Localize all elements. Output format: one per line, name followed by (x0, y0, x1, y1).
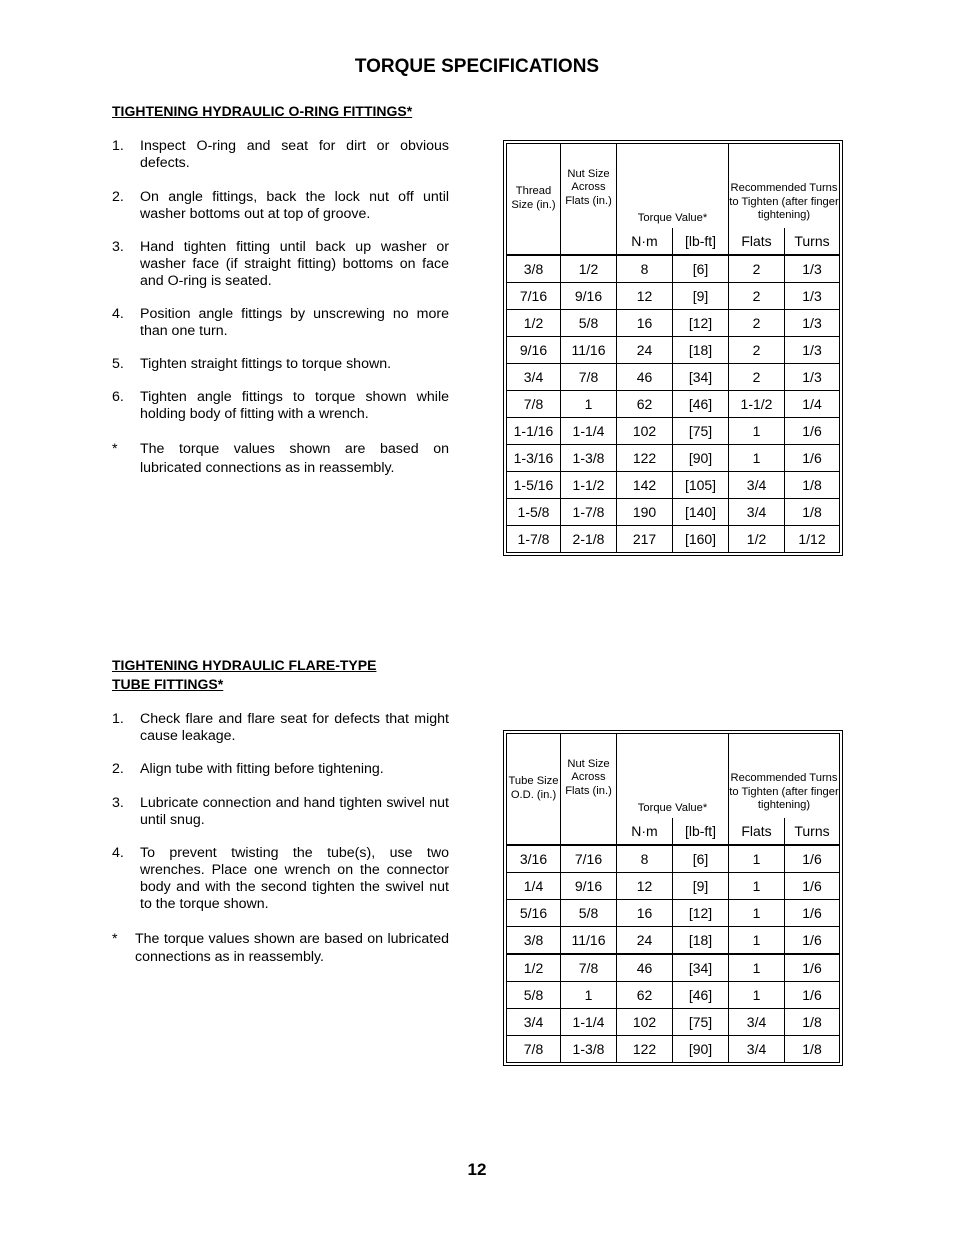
oring-step (112, 239, 449, 290)
table-row (507, 255, 840, 283)
cell: 190 (617, 498, 673, 525)
cell: [18] (673, 926, 729, 954)
cell: 102 (617, 417, 673, 444)
flare-note (112, 930, 449, 966)
sub-header-lbft: [lb-ft] (673, 228, 729, 255)
cell: [6] (673, 255, 729, 283)
step-text: On angle fittings, back the lock nut off until washer bottoms out at top of groove. (140, 189, 449, 222)
cell: 1/3 (785, 336, 840, 363)
cell: 8 (617, 845, 673, 873)
cell: [75] (673, 1008, 729, 1035)
cell: [140] (673, 498, 729, 525)
cell: 3/8 (507, 255, 561, 283)
cell: [12] (673, 309, 729, 336)
cell: 1/6 (785, 981, 840, 1008)
cell: 16 (617, 899, 673, 926)
cell: 1/6 (785, 899, 840, 926)
cell: 1/12 (785, 525, 840, 552)
step-text: Check flare and flare seat for defects that might cause leakage. (140, 711, 449, 744)
table-row (507, 390, 840, 417)
cell: [75] (673, 417, 729, 444)
cell: 2 (729, 336, 785, 363)
cell: [9] (673, 872, 729, 899)
sub-header-turns: Turns (785, 818, 840, 845)
oring-step (112, 306, 449, 340)
step-text: Inspect O-ring and seat for dirt or obvious defects. (140, 138, 449, 171)
cell: 1 (729, 872, 785, 899)
cell: [9] (673, 282, 729, 309)
cell: [34] (673, 363, 729, 390)
cell: 1-1/2 (729, 390, 785, 417)
cell: 1 (729, 899, 785, 926)
oring-step (112, 138, 449, 172)
cell: [90] (673, 1035, 729, 1062)
step-number: 5. (112, 356, 124, 372)
cell: 5/8 (507, 981, 561, 1008)
cell: [18] (673, 336, 729, 363)
cell: 1/6 (785, 845, 840, 873)
note-text: The torque values shown are based on lubricated connections as in reassembly. (135, 931, 449, 965)
cell: 1/4 (785, 390, 840, 417)
cell: 5/8 (561, 899, 617, 926)
cell: 1 (729, 954, 785, 982)
table-row (507, 498, 840, 525)
cell: 1/2 (729, 525, 785, 552)
cell: 2-1/8 (561, 525, 617, 552)
table-row (507, 336, 840, 363)
cell: 217 (617, 525, 673, 552)
cell: 7/8 (507, 390, 561, 417)
note-asterisk: * (112, 931, 118, 947)
cell: 1/3 (785, 309, 840, 336)
cell: 2 (729, 255, 785, 283)
step-number: 4. (112, 845, 124, 861)
cell: 62 (617, 390, 673, 417)
cell: 3/4 (729, 471, 785, 498)
cell: 1 (561, 390, 617, 417)
sub-header-flats: Flats (729, 818, 785, 845)
cell: 1-1/16 (507, 417, 561, 444)
oring-heading: TIGHTENING HYDRAULIC O-RING FITTINGS* (112, 103, 413, 119)
cell: 1/6 (785, 417, 840, 444)
table-row (507, 1035, 840, 1062)
flare-heading-line1: TIGHTENING HYDRAULIC FLARE-TYPE (112, 657, 377, 673)
cell: 1 (729, 845, 785, 873)
cell: 1-1/4 (561, 1008, 617, 1035)
step-text: Align tube with fitting before tightening. (140, 761, 384, 777)
step-text: Tighten straight fittings to torque shown. (140, 356, 392, 372)
sub-header-lbft: [lb-ft] (673, 818, 729, 845)
step-number: 3. (112, 795, 124, 811)
step-number: 2. (112, 189, 124, 205)
cell: 5/8 (561, 309, 617, 336)
sub-header-flats: Flats (729, 228, 785, 255)
table-row (507, 282, 840, 309)
cell: 1/6 (785, 954, 840, 982)
note-asterisk: * (112, 441, 118, 457)
flare-heading (112, 656, 376, 694)
col-header-nut-size: Nut Size Across Flats (in.) (561, 144, 617, 255)
note-text: The torque values shown are based on lubricated connections as in reassembly. (140, 441, 449, 476)
cell: 12 (617, 872, 673, 899)
cell: [34] (673, 954, 729, 982)
cell: 1 (729, 444, 785, 471)
col-header-torque: Torque Value* (617, 144, 729, 228)
oring-step (112, 189, 449, 223)
sub-header-nm: N·m (617, 818, 673, 845)
step-number: 1. (112, 711, 124, 727)
cell: 12 (617, 282, 673, 309)
step-text: Position angle fittings by unscrewing no more than one turn. (140, 306, 449, 339)
cell: 1-5/8 (507, 498, 561, 525)
cell: 1-7/8 (507, 525, 561, 552)
table-row (507, 444, 840, 471)
cell: 46 (617, 954, 673, 982)
cell: 2 (729, 309, 785, 336)
oring-step (112, 389, 449, 423)
oring-torque-table (503, 140, 843, 556)
cell: 1/8 (785, 1008, 840, 1035)
cell: 1/2 (507, 309, 561, 336)
flare-heading-line2: TUBE FITTINGS* (112, 676, 224, 692)
table-row (507, 981, 840, 1008)
cell: 1-1/4 (561, 417, 617, 444)
cell: 2 (729, 282, 785, 309)
page-title: TORQUE SPECIFICATIONS (354, 56, 600, 77)
step-text: Hand tighten fitting until back up washer or washer face (if straight fitting) bottoms on face and O-ring is seated. (140, 239, 449, 289)
cell: 1-3/8 (561, 1035, 617, 1062)
cell: 1/8 (785, 498, 840, 525)
cell: 9/16 (507, 336, 561, 363)
table-row (507, 926, 840, 954)
cell: 24 (617, 926, 673, 954)
cell: 3/4 (729, 1035, 785, 1062)
cell: 8 (617, 255, 673, 283)
cell: 11/16 (561, 926, 617, 954)
table-row (507, 899, 840, 926)
cell: 7/16 (561, 845, 617, 873)
cell: 1/3 (785, 255, 840, 283)
cell: 1/8 (785, 1035, 840, 1062)
cell: 7/8 (561, 363, 617, 390)
col-header-nut-size: Nut Size Across Flats (in.) (561, 734, 617, 845)
cell: 7/8 (561, 954, 617, 982)
cell: [46] (673, 390, 729, 417)
cell: 1/3 (785, 363, 840, 390)
table-row (507, 471, 840, 498)
cell: 1 (561, 981, 617, 1008)
flare-step (112, 761, 449, 778)
cell: 5/16 (507, 899, 561, 926)
step-number: 4. (112, 306, 124, 322)
cell: 3/8 (507, 926, 561, 954)
cell: 2 (729, 363, 785, 390)
cell: [160] (673, 525, 729, 552)
cell: 1/2 (561, 255, 617, 283)
step-text: Tighten angle fittings to torque shown while holding body of fitting with a wrench. (140, 389, 449, 422)
cell: [12] (673, 899, 729, 926)
cell: 11/16 (561, 336, 617, 363)
oring-note (112, 440, 449, 478)
table-row (507, 309, 840, 336)
cell: 1 (729, 417, 785, 444)
table-row (507, 525, 840, 552)
cell: 142 (617, 471, 673, 498)
flare-step (112, 711, 449, 745)
cell: 1/6 (785, 926, 840, 954)
cell: 7/16 (507, 282, 561, 309)
flare-step (112, 845, 449, 913)
cell: 1-3/16 (507, 444, 561, 471)
step-number: 2. (112, 761, 124, 777)
flare-torque-table (503, 730, 843, 1066)
cell: [46] (673, 981, 729, 1008)
step-text: Lubricate connection and hand tighten swivel nut until snug. (140, 795, 449, 828)
cell: 16 (617, 309, 673, 336)
cell: 102 (617, 1008, 673, 1035)
cell: [6] (673, 845, 729, 873)
table-row (507, 845, 840, 873)
step-text: To prevent twisting the tube(s), use two wrenches. Place one wrench on the connector body and with the second tighten the swivel nut to the torque shown. (140, 845, 449, 912)
cell: 7/8 (507, 1035, 561, 1062)
cell: 1/2 (507, 954, 561, 982)
cell: [105] (673, 471, 729, 498)
cell: 1/6 (785, 444, 840, 471)
cell: 3/4 (729, 1008, 785, 1035)
cell: 122 (617, 444, 673, 471)
cell: 1-3/8 (561, 444, 617, 471)
table-row (507, 417, 840, 444)
cell: 3/4 (507, 1008, 561, 1035)
cell: 3/16 (507, 845, 561, 873)
cell: 1/8 (785, 471, 840, 498)
col-header-thread-size: Thread Size (in.) (507, 144, 561, 255)
cell: 24 (617, 336, 673, 363)
flare-steps (112, 711, 449, 913)
sub-header-turns: Turns (785, 228, 840, 255)
oring-steps (112, 138, 449, 423)
cell: 3/4 (507, 363, 561, 390)
cell: 3/4 (729, 498, 785, 525)
page-number: 12 (467, 1160, 487, 1179)
col-header-torque: Torque Value* (617, 734, 729, 818)
cell: 46 (617, 363, 673, 390)
cell: 1/4 (507, 872, 561, 899)
cell: 9/16 (561, 872, 617, 899)
cell: [90] (673, 444, 729, 471)
cell: 1 (729, 926, 785, 954)
col-header-tube-size: Tube Size O.D. (in.) (507, 734, 561, 845)
cell: 1-1/2 (561, 471, 617, 498)
cell: 1 (729, 981, 785, 1008)
sub-header-nm: N·m (617, 228, 673, 255)
col-header-turns: Recommended Turns to Tighten (after finger tightening) (729, 734, 840, 818)
cell: 1/6 (785, 872, 840, 899)
cell: 62 (617, 981, 673, 1008)
cell: 1-7/8 (561, 498, 617, 525)
cell: 1-5/16 (507, 471, 561, 498)
flare-step (112, 795, 449, 829)
cell: 9/16 (561, 282, 617, 309)
table-row (507, 872, 840, 899)
cell: 1/3 (785, 282, 840, 309)
step-number: 6. (112, 389, 124, 405)
step-number: 1. (112, 138, 124, 154)
step-number: 3. (112, 239, 124, 255)
oring-step (112, 356, 449, 373)
table-row (507, 363, 840, 390)
cell: 122 (617, 1035, 673, 1062)
col-header-turns: Recommended Turns to Tighten (after finger tightening) (729, 144, 840, 228)
table-row (507, 1008, 840, 1035)
table-row (507, 954, 840, 982)
